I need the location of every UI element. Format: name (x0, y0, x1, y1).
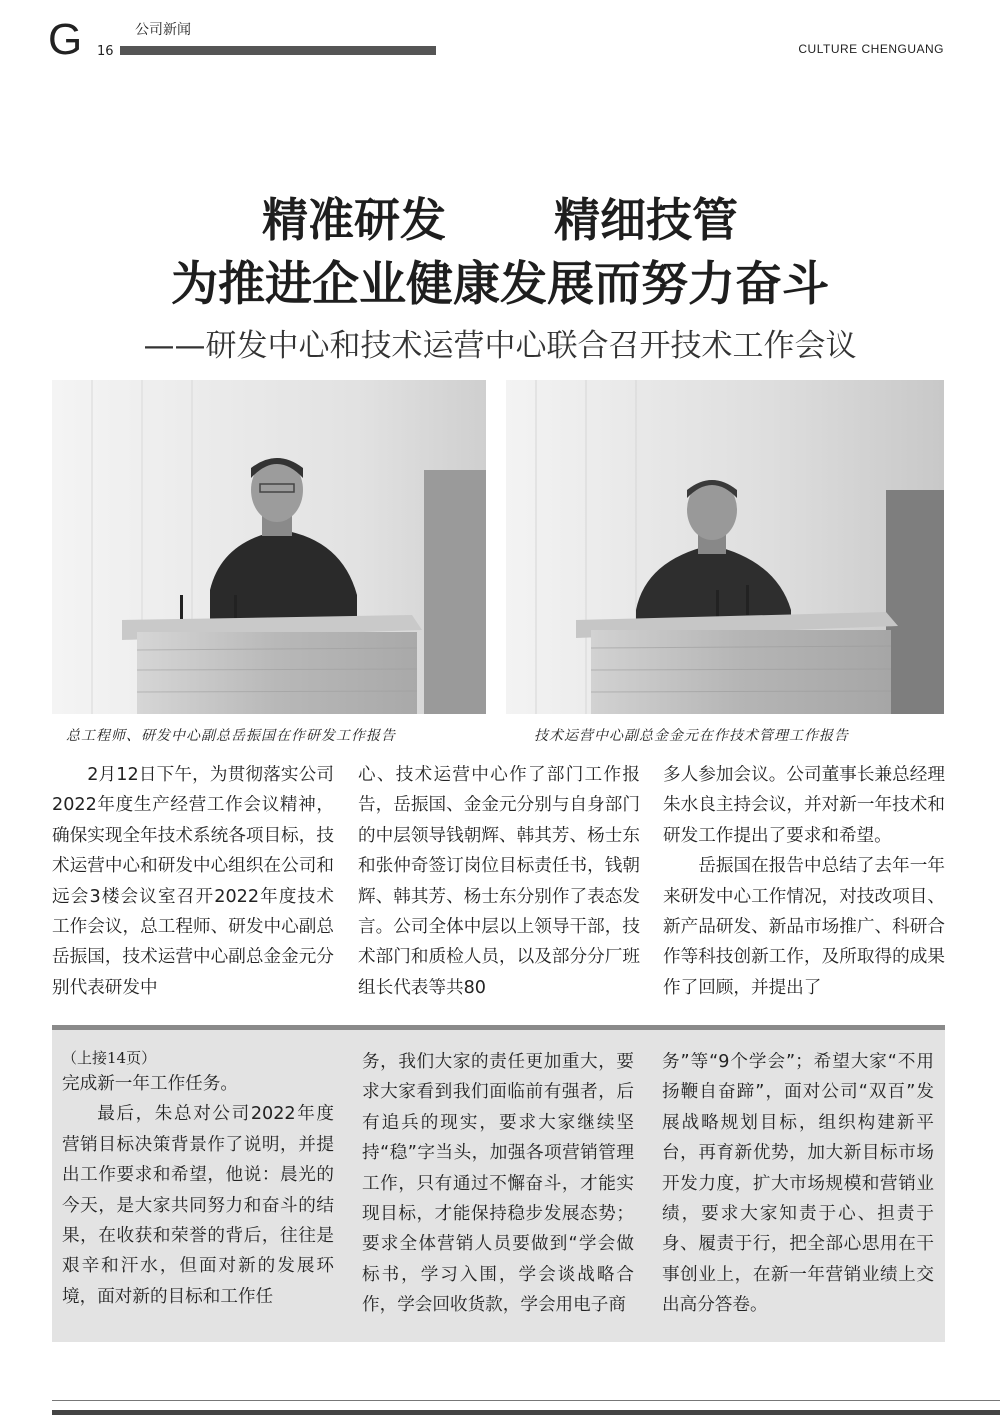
headline-right: 精细技管 (554, 193, 738, 247)
article-paragraph: 多人参加会议。公司董事长兼总经理朱水良主持会议，并对新一年技术和研发工作提出了要求和希望。 (663, 765, 945, 846)
page-number: 16 (97, 44, 114, 59)
continued-paragraph: 务”等“9个学会”；希望大家“不用扬鞭自奋蹄”，面对公司“双百”发展战略规划目标，组织构建新平台，再育新优势，加大新目标市场开发力度，扩大市场规模和营销业绩，要求大家知责于心、担责于身、履责于行，把全部心思用在干事创业上，在新一年营销业绩上交出高分答卷。 (662, 1052, 934, 1316)
article-paragraph: 2月12日下午，为贯彻落实公司2022年度生产经营工作会议精神，确保实现全年技术系统各项目标，技术运营中心和研发中心组织在公司和远会3楼会议室召开2022年度技术工作会议，总工程师、研发中心副总岳振国，技术运营中心副总金金元分别代表研发中 (52, 765, 334, 998)
caption-right: 技术运营中心副总金金元在作技术管理工作报告 (534, 728, 849, 744)
photo-speaker-right (506, 380, 944, 714)
continued-note: （上接14页） (62, 1049, 157, 1067)
continued-column-2 (362, 1047, 634, 1321)
section-letter: G (48, 15, 83, 64)
article-column-1 (52, 760, 334, 1003)
section-name: 公司新闻 (135, 22, 191, 38)
header-bar (120, 46, 436, 55)
publication-name: CULTURE CHENGUANG (798, 42, 944, 56)
subtitle: ——研发中心和技术运营中心联合召开技术工作会议 (143, 328, 857, 364)
article-paragraph: 心、技术运营中心作了部门工作报告，岳振国、金金元分别与自身部门的中层领导钱朝辉、韩其芳、杨士东和张仲奇签订岗位目标责任书，钱朝辉、韩其芳、杨士东分别作了表态发言。公司全体中层以上领导干部，技术部门和质检人员，以及部分分厂班组长代表等共80 (358, 765, 640, 998)
article-column-3 (663, 760, 945, 1003)
continued-paragraph: 务，我们大家的责任更加重大，要求大家看到我们面临前有强者，后有追兵的现实，要求大家继续坚持“稳”字当头，加强各项营销管理工作，只有通过不懈奋斗，才能实现目标，才能保持稳步发展态势；要求全体营销人员要做到“学会做标书，学习入围，学会谈战略合作，学会回收货款，学会用电子商 (362, 1052, 634, 1316)
continued-paragraph: 完成新一年工作任务。 (62, 1074, 238, 1094)
article-paragraph: 岳振国在报告中总结了去年一年来研发中心工作情况，对技改项目、新产品研发、新品市场推广、科研合作等科技创新工作，及所取得的成果作了回顾，并提出了 (663, 856, 945, 998)
article-column-2 (358, 760, 640, 1003)
footer-rule (52, 1400, 1000, 1401)
continued-column-1 (62, 1047, 334, 1312)
continued-column-3 (662, 1047, 934, 1321)
caption-left: 总工程师、研发中心副总岳振国在作研发工作报告 (66, 728, 396, 744)
headline-left: 精准研发 (262, 193, 446, 247)
footer-bar (52, 1410, 1000, 1415)
headline-line2: 为推进企业健康发展而努力奋斗 (171, 257, 829, 312)
photo-speaker-left (52, 380, 486, 714)
headline-line1 (0, 192, 1000, 248)
continued-paragraph: 最后，朱总对公司2022年度营销目标决策背景作了说明，并提出工作要求和希望，他说：晨光的今天，是大家共同努力和奋斗的结果，在收获和荣誉的背后，往往是艰辛和汗水，但面对新的发展环境，面对新的目标和工作任 (62, 1104, 334, 1307)
